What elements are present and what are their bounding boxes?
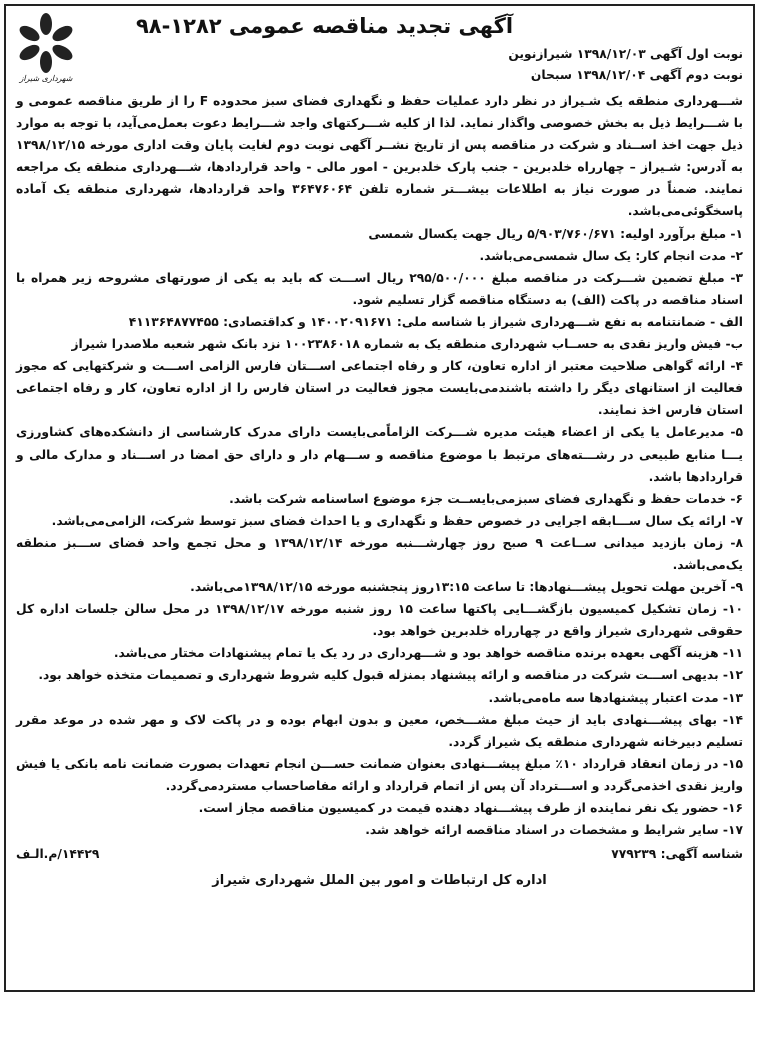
condition-item: ۱۷- سایر شرایط و مشخصات در اسناد مناقصه ارائه خواهد شد. <box>365 823 743 838</box>
condition-item: ۱۲- بدیهی اســـت شرکت در مناقصه و ارائه پیشنهاد بمنزله قبول کلیه شروط شهرداری و تصمیمات متخذه خواهد بود. <box>38 668 743 683</box>
condition-item: ۱- مبلغ برآورد اولیه: ۵/۹۰۳/۷۶۰/۶۷۱ ریال جهت یکسال شمسی <box>368 226 743 241</box>
condition-item: ب- فیش واریز نقدی به حســاب شهرداری منطقه یک به شماره ۱۰۰۲۳۸۶۰۱۸ نزد بانک شهر شعبه ملاصدرا شیراز <box>71 337 743 352</box>
flower-emblem-icon <box>16 12 76 74</box>
condition-item: ۱۱- هزینه آگهی بعهده برنده مناقصه خواهد بود و شـــهرداری در رد یک یا تمام پیشنهادات مختار می‌باشد. <box>113 646 743 661</box>
condition-item: ۴- ارائه گواهی صلاحیت معتبر از اداره تعاون، کار و رفاه اجتماعی اســـتان فارس الزامی اســـت و شرکتهایی که مجوز فعالیت از استانهای دیگر را داشته باشندمی‌بایست مجوز فعالیت در استان فارس را از اداره تعاون، کار و رفاه اجتماعی استان فارس اخذ نمایند. <box>16 359 743 418</box>
notice-body <box>16 90 743 841</box>
notice-title: آگهی تجدید مناقصه عمومی ۱۲۸۲-۹۸ <box>135 14 514 38</box>
municipality-logo <box>14 12 78 92</box>
condition-item: ۵- مدیرعامل یا یکی از اعضاء هیئت مدیره شـــرکت الزاماًمی‌بایست دارای مدرک کارشناسی از دانشکده‌های کشاورزی یـــا منابع طبیعی در رشـــته‌های مرتبط با موضوع مناقصه و ســـهام دار و دارای حق امضا در اســـناد و مدارک مالی و قراردادها باشد. <box>16 425 743 484</box>
condition-item: ۱۰- زمان تشکیل کمیسیون بازگشـــایی پاکتها ساعت ۱۵ روز شنبه مورخه ۱۳۹۸/۱۲/۱۷ در محل سالن جلسات اداره کل حقوقی شهرداری شیراز واقع در چهارراه خلدبرین خواهد بود. <box>16 602 743 639</box>
notice-id: شناسه آگهی: ۷۷۹۲۳۹ <box>611 847 743 862</box>
condition-item: ۱۴- بهای پیشـــنهادی باید از حیث مبلغ مشـــخص، معین و بدون ابهام بوده و در پاکت لاک و مهر شده در موعد مقرر تسلیم دبیرخانه شهرداری منطقه یک شیراز گردد. <box>16 712 743 749</box>
condition-item: ۲- مدت انجام کار: یک سال شمسی‌می‌باشد. <box>479 248 743 263</box>
condition-item: ۳- مبلغ تضمین شـــرکت در مناقصه مبلغ ۲۹۵/۵۰۰/۰۰۰ ریال اســـت که باید به یکی از صورتهای مشروحه زیر همراه با اسناد مناقصه در پاکت (الف) به دستگاه مناقصه گزار تسلیم شود. <box>16 270 743 307</box>
condition-item: ۶- خدمات حفظ و نگهداری فضای سبزمی‌بایســت جزء موضوع اساسنامه شرکت باشد. <box>229 491 743 506</box>
condition-item: ۱۶- حضور یک نفر نماینده از طرف پیشـــنهاد دهنده قیمت در کمیسیون مناقصه مجاز است. <box>198 801 743 815</box>
second-publication: نوبت دوم آگهی ۱۳۹۸/۱۲/۰۴ سبحان <box>530 68 743 82</box>
condition-item: ۹- آخرین مهلت تحویل پیشـــنهادها: تا ساعت ۱۳:۱۵روز پنجشنبه مورخه ۱۳۹۸/۱۲/۱۵می‌باشد. <box>190 580 743 595</box>
issuing-office: اداره کل ارتباطات و امور بین الملل شهرداری شیراز <box>212 873 547 889</box>
notice-footer <box>16 843 743 865</box>
condition-item: ۱۳- مدت اعتبار پیشنهادها سه ماه‌می‌باشد. <box>488 690 743 705</box>
condition-item: ۷- ارائه یک سال ســـابقه اجرایی در خصوص حفظ و نگهداری و یا احداث فضای سبز توسط شرکت، الزامی‌می‌باشد. <box>51 513 743 528</box>
intro-paragraph: شـــهرداری منطقه یک شـیراز در نظر دارد عملیات حفظ و نگهداری فضای سبز محدوده F را از طریق مناقصه عمومی و با شـــرایط ذیل به بخش خصوصی واگذار نماید. لذا از کلیه شـــرکتهای واجد شـــرایط دعوت بعمل‌می‌آید، با توجه به موارد ذیل جهت اخذ اســناد و شرکت در مناقصه پس از تاریخ نشــر آگهی نوبت دوم لغایت پایان وقت اداری مورخه ۱۳۹۸/۱۲/۱۵ به آدرس: شـیراز – چهارراه خلدبرین - جنب پارک خلدبرین - امور مالی - واحد قراردادها، شـــهرداری منطقه یک مراجعه نمایند. ضمناً در صورت نیاز به اطلاعات بیشـــتر شماره تلفن ۳۶۴۷۶۰۶۴ واحد قراردادها، شهرداری منطقه یک آماده پاسخگوئی‌می‌باشد. <box>16 94 744 219</box>
condition-item: ۸- زمان بازدید میدانی ســاعت ۹ صبح روز چهارشـــنبه مورخه ۱۳۹۸/۱۲/۱۴ و محل تجمع واحد فضای ســـبز منطقه یک‌می‌باشد. <box>16 535 743 572</box>
tender-notice <box>4 4 755 992</box>
first-publication: نوبت اول آگهی ۱۳۹۸/۱۲/۰۳ شیرازنوین <box>508 47 743 61</box>
logo-caption: شهرداری شیراز <box>19 74 73 83</box>
reference-number: ۱۴۴۲۹/م.الـف <box>16 847 100 862</box>
condition-item: ۱۵- در زمان انعقاد قرارداد ۱۰٪ مبلغ پیشـــنهادی بعنوان ضمانت حســـن انجام تعهدات بصورت ضمانت نامه بانکی یا فیش واریز نقدی اخذمی‌گردد و اســـترداد آن پس از اتمام قرارداد و ارائه مفاصاحساب مستردمی‌گردد. <box>16 756 743 793</box>
condition-item: الف - ضمانتنامه به نفع شـــهرداری شیراز با شناسه ملی: ۱۴۰۰۲۰۹۱۶۷۱ و کداقتصادی: ۴۱۱۳۶۴۸۷۷۴۵۵ <box>128 314 743 329</box>
